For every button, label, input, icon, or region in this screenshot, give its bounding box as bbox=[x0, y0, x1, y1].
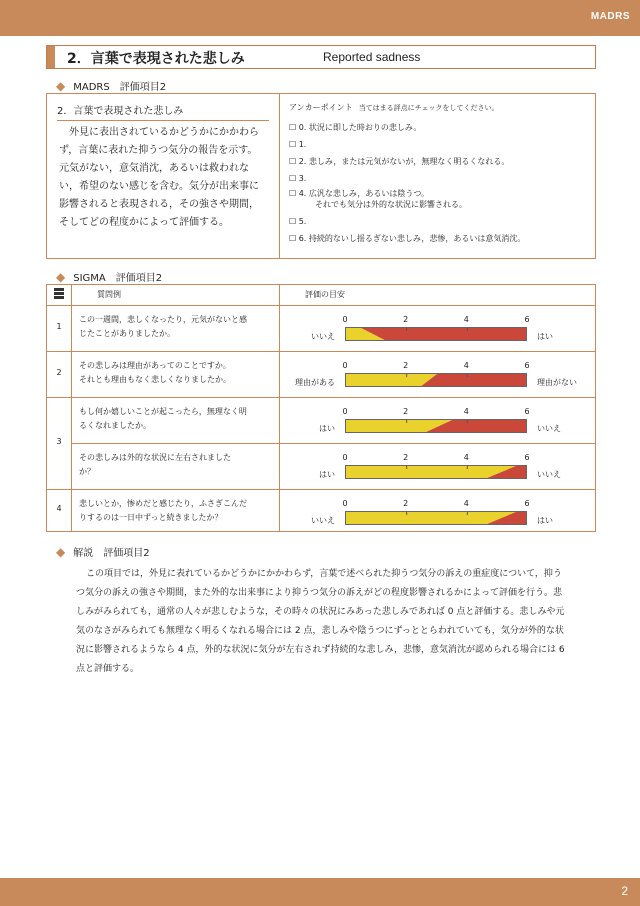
scale-right-label: はい bbox=[537, 332, 553, 341]
scale-ticks bbox=[342, 361, 530, 371]
brand-label: MADRS bbox=[590, 11, 630, 22]
anchor-item[interactable] bbox=[289, 188, 589, 210]
rating-scale-bar bbox=[345, 465, 527, 479]
tick-label: 6 bbox=[524, 315, 530, 324]
scale-ticks bbox=[342, 499, 530, 509]
title-accent bbox=[47, 46, 55, 68]
madrs-section-label: MADRS 評価項目2 bbox=[73, 82, 167, 93]
question-text: もし何か嬉しいことが起こったら，無理なく明 るくなれましたか。 bbox=[79, 407, 247, 430]
anchor-item[interactable] bbox=[289, 233, 589, 244]
madrs-item-heading: 2．言葉で表現された悲しみ bbox=[57, 102, 269, 121]
explanation-section-header bbox=[56, 544, 150, 559]
page-title bbox=[46, 45, 596, 69]
anchor-score: 6. bbox=[296, 234, 309, 243]
anchor-heading bbox=[289, 102, 498, 113]
tick-label: 2 bbox=[403, 407, 409, 416]
checkbox-icon[interactable]: ☐ bbox=[289, 217, 297, 226]
table-divider bbox=[71, 443, 595, 444]
tick-label: 6 bbox=[524, 407, 530, 416]
anchor-score: 3. bbox=[296, 174, 307, 183]
anchor-score: 2. bbox=[296, 157, 309, 166]
row-number: 4 bbox=[56, 504, 62, 513]
question-text: その悲しみは理由があってのことですか。 それとも理由もなく悲しくなりましたか。 bbox=[79, 361, 231, 384]
title-japanese: 2．言葉で表現された悲しみ bbox=[67, 51, 245, 67]
checkbox-icon[interactable]: ☐ bbox=[289, 157, 297, 166]
rating-scale-bar bbox=[345, 419, 527, 433]
rating-scale-bar bbox=[345, 327, 527, 341]
row-number: 2 bbox=[56, 368, 62, 377]
sigma-section-header bbox=[56, 269, 162, 284]
tick-label: 2 bbox=[403, 361, 409, 370]
table-divider bbox=[47, 305, 595, 306]
sigma-section-label: SIGMA 評価項目2 bbox=[73, 273, 163, 284]
title-english: Reported sadness bbox=[323, 50, 421, 64]
tick-label: 6 bbox=[524, 499, 530, 508]
scale-ticks bbox=[342, 453, 530, 463]
madrs-section-header bbox=[56, 78, 166, 93]
tick-label: 4 bbox=[463, 315, 469, 324]
page-number: 2 bbox=[621, 884, 628, 898]
explanation-section-label: 解説 評価項目2 bbox=[73, 548, 150, 559]
scale-left-label: いいえ bbox=[311, 332, 335, 341]
tick-label: 4 bbox=[463, 361, 469, 370]
anchor-text: 悲しみ，または元気がないが，無理なく明るくなれる。 bbox=[308, 157, 510, 166]
checkbox-icon[interactable]: ☐ bbox=[289, 189, 297, 198]
anchor-note: 当てはまる評点にチェックをしてください。 bbox=[358, 104, 499, 112]
diamond-icon: ◆ bbox=[56, 545, 66, 559]
tick-label: 0 bbox=[342, 361, 348, 370]
anchor-score: 4. bbox=[296, 189, 309, 198]
number-column-icon bbox=[54, 288, 64, 302]
checkbox-icon[interactable]: ☐ bbox=[289, 123, 297, 132]
anchor-title: アンカーポイント bbox=[289, 103, 353, 112]
table-divider bbox=[71, 285, 72, 531]
row-number: 1 bbox=[56, 322, 62, 331]
anchor-text-continued: それでも気分は外的な状況に影響される。 bbox=[315, 200, 467, 209]
checkbox-icon[interactable]: ☐ bbox=[289, 140, 297, 149]
scale-ticks bbox=[342, 407, 530, 417]
table-divider bbox=[279, 285, 280, 531]
scale-left-label: いいえ bbox=[311, 516, 335, 525]
row-number: 3 bbox=[56, 437, 62, 446]
diamond-icon: ◆ bbox=[56, 79, 66, 93]
guide-column-header: 評価の目安 bbox=[305, 290, 345, 299]
scale-left-label: はい bbox=[319, 424, 335, 433]
tick-label: 4 bbox=[463, 453, 469, 462]
anchor-item[interactable] bbox=[289, 173, 589, 184]
anchor-text: 持続的ないし揺るぎない悲しみ，悲惨，あるいは意気消沈。 bbox=[308, 234, 526, 243]
tick-label: 0 bbox=[342, 499, 348, 508]
anchor-text: 状況に即した時おりの悲しみ。 bbox=[308, 123, 422, 132]
scale-right-label: 理由がない bbox=[537, 378, 577, 387]
anchor-item[interactable] bbox=[289, 216, 589, 227]
tick-label: 6 bbox=[524, 361, 530, 370]
bottom-banner bbox=[0, 878, 640, 906]
anchor-score: 5. bbox=[296, 217, 307, 226]
sigma-table bbox=[46, 284, 596, 532]
question-text: 悲しいとか，惨めだと感じたり，ふさぎこんだ りするのは一日中ずっと続きましたか？ bbox=[79, 499, 247, 522]
tick-label: 0 bbox=[342, 407, 348, 416]
tick-label: 2 bbox=[403, 315, 409, 324]
rating-scale-bar bbox=[345, 511, 527, 525]
madrs-description: 外見に表出されているかどうかにかかわらず，言葉に表れた抑うつ気分の報告を示す。元気がない，意気消沈，あるいは救われない，希望のない感じを含む。気分が出来事に影響されると表現される，その強さや期間，そしてどの程度かによって評価する。 bbox=[59, 127, 259, 228]
tick-label: 2 bbox=[403, 499, 409, 508]
table-divider bbox=[47, 397, 595, 398]
anchor-score: 1. bbox=[296, 140, 307, 149]
scale-ticks bbox=[342, 315, 530, 325]
anchor-score: 0. bbox=[296, 123, 309, 132]
checkbox-icon[interactable]: ☐ bbox=[289, 174, 297, 183]
tick-label: 2 bbox=[403, 453, 409, 462]
checkbox-icon[interactable]: ☐ bbox=[289, 234, 297, 243]
top-banner bbox=[0, 0, 640, 36]
table-divider bbox=[47, 489, 595, 490]
questions-column-header: 質問例 bbox=[97, 290, 121, 299]
anchor-item[interactable] bbox=[289, 139, 589, 150]
question-text: この一週間，悲しくなったり，元気がないと感 じたことがありましたか。 bbox=[79, 315, 247, 338]
madrs-box bbox=[46, 93, 596, 259]
diamond-icon: ◆ bbox=[56, 270, 66, 284]
question-text: その悲しみは外的な状況に左右されました か？ bbox=[79, 453, 231, 476]
tick-label: 4 bbox=[463, 499, 469, 508]
tick-label: 0 bbox=[342, 453, 348, 462]
explanation-text: この項目では，外見に表れているかどうかにかかわらず，言葉で述べられた抑うつ気分の訴えの重症度について，抑うつ気分の訴えの強さや期間，また外的な出来事により抑うつ気分の訴えがどの程度影響されるかによって評価を行う。悲しみがみられても，通常の人々が悲しむような，その時々の状況にみあった悲しみであれば 0 点と評価する。悲しみや元気のなさがみられても無理なく明るくなれる場合には 2 点，悲しみや陰うつにずっととらわれていても，気分が外的な状況に影響されるようなら 4 点，外的な状況に気分が左右されず持続的な悲しみ，悲惨，意気消沈が認められる場合には 6 点と評価する。 bbox=[76, 569, 565, 674]
scale-left-label: はい bbox=[319, 470, 335, 479]
red-region bbox=[361, 328, 527, 341]
tick-label: 6 bbox=[524, 453, 530, 462]
tick-label: 4 bbox=[463, 407, 469, 416]
scale-right-label: いいえ bbox=[537, 424, 561, 433]
anchor-item[interactable] bbox=[289, 156, 589, 167]
table-divider bbox=[47, 351, 595, 352]
scale-right-label: はい bbox=[537, 516, 553, 525]
red-region bbox=[419, 374, 527, 387]
scale-left-label: 理由がある bbox=[295, 378, 335, 387]
anchor-text: 広汎な悲しみ，あるいは陰うつ。 bbox=[308, 189, 430, 198]
anchor-item[interactable] bbox=[289, 122, 589, 133]
scale-right-label: いいえ bbox=[537, 470, 561, 479]
tick-label: 0 bbox=[342, 315, 348, 324]
rating-scale-bar bbox=[345, 373, 527, 387]
madrs-description-panel bbox=[47, 94, 280, 258]
